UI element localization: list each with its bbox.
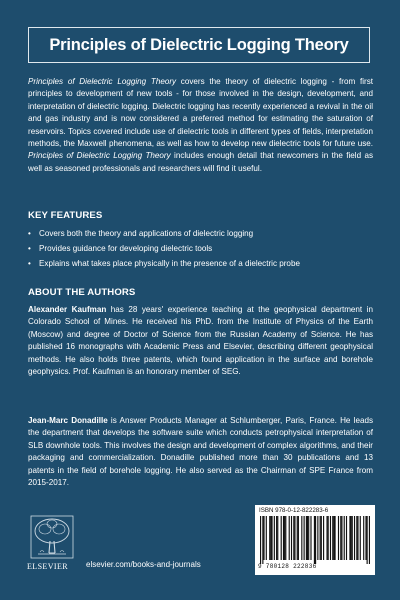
key-features-list: [28, 228, 373, 274]
barcode-bar: [369, 516, 370, 564]
barcode-bar: [315, 516, 316, 564]
barcode-bar: [326, 516, 327, 560]
barcode-bar: [260, 516, 261, 564]
author-1-bio: Alexander Kaufman has 28 years' experience teaching at the geophysical department in Colorado School of Mines. He received his PhD. from the Institute of Physics of the Earth (Moscow) and degree of Doctor of Science from the Russian Academy of Science. He has published 16 monographs with Academic Press and Elsevier, describing different geophysical methods. He also holds three patents, which found application in the surface and borehole geophysics. Prof. Kaufman is an honorary member of SEG.: [28, 305, 373, 377]
barcode-bar: [277, 516, 278, 560]
elsevier-tree-logo-icon: [30, 515, 74, 559]
barcode-bar: [352, 516, 353, 560]
barcode-bar: [301, 516, 302, 560]
key-feature-item: • Explains what takes place physically in the presence of a dielectric probe: [28, 259, 300, 269]
barcode-bar: [314, 516, 315, 564]
intro-description: [28, 76, 373, 175]
barcode-bar: [291, 516, 292, 560]
barcode-bar: [281, 516, 282, 560]
author-1-name: Alexander Kaufman: [28, 305, 107, 314]
publisher-url[interactable]: elsevier.com/books-and-journals: [86, 560, 201, 569]
barcode-bar: [351, 516, 352, 560]
barcode-digits: 9 780128 222836: [258, 563, 317, 570]
bullet-icon: •: [28, 229, 31, 238]
bullet-icon: •: [28, 259, 31, 269]
key-feature-item: • Provides guidance for developing dielectric tools: [28, 244, 213, 254]
bullet-icon: •: [28, 244, 31, 254]
book-title: Principles of Dielectric Logging Theory: [49, 35, 349, 54]
barcode-bar: [340, 516, 341, 560]
barcode-bar: [285, 516, 286, 560]
barcode-bar: [283, 516, 284, 560]
barcode-bar: [262, 516, 263, 564]
key-feature-item: • Covers both the theory and applications of dielectric logging: [28, 229, 254, 238]
barcode-bar: [338, 516, 339, 560]
barcode-bar: [310, 516, 311, 560]
barcode-bar: [289, 516, 290, 560]
barcode-bar: [357, 516, 358, 560]
intro-text-2: includes enough detail that newcomers in the field as well as seasoned professionals and researchers will find it useful.: [28, 151, 373, 173]
barcode-bar: [266, 516, 267, 560]
isbn-barcode-panel: [255, 505, 375, 575]
title-box: [28, 27, 370, 63]
barcode-bar: [276, 516, 277, 560]
barcode-bar: [346, 516, 347, 560]
barcode-icon: [260, 516, 370, 564]
barcode-bar: [317, 516, 318, 560]
barcode-bar: [270, 516, 271, 560]
intro-text-1: covers the theory of dielectric logging - from first principles to development of new tools - for those involved in the design, development, and interpretation of dielectric logging. Dielectric logging has recently experienced a revival in the oil and gas industry and is now considered a preferred method for estimating the saturation of reservoirs. Topics covered include use of dielectric tools in different types of fields, interpretation methods, the Maxwell phenomena, as well as how to develop new dielectric tools for future use.: [28, 77, 373, 149]
barcode-bar: [341, 516, 342, 560]
barcode-bar: [293, 516, 294, 560]
barcode-bar: [306, 516, 307, 560]
publisher-name: ELSEVIER: [27, 562, 68, 571]
barcode-bar: [367, 516, 368, 564]
barcode-bar: [333, 516, 334, 560]
about-authors-heading: ABOUT THE AUTHORS: [28, 287, 136, 298]
barcode-bar: [269, 516, 270, 560]
barcode-bar: [349, 516, 350, 560]
intro-book-title-2: Principles of Dielectric Logging Theory: [28, 151, 171, 161]
barcode-bar: [297, 516, 298, 560]
barcode-bar: [356, 516, 357, 560]
key-features-heading: KEY FEATURES: [28, 210, 103, 221]
barcode-bar: [332, 516, 333, 560]
intro-book-title: Principles of Dielectric Logging Theory: [28, 77, 177, 86]
barcode-bar: [271, 516, 272, 560]
barcode-bar: [354, 516, 355, 560]
barcode-bar: [328, 516, 329, 560]
author-2-name: Jean-Marc Donadille: [28, 416, 108, 425]
barcode-bar: [363, 516, 364, 560]
barcode-bar: [284, 516, 285, 560]
barcode-bar: [294, 516, 295, 560]
barcode-bar: [323, 516, 324, 560]
barcode-bar: [308, 516, 309, 560]
barcode-bar: [365, 516, 366, 560]
barcode-bar: [344, 516, 345, 560]
barcode-bar: [360, 516, 361, 560]
barcode-bar: [274, 516, 275, 560]
barcode-bar: [334, 516, 335, 560]
barcode-bar: [304, 516, 305, 560]
barcode-bar: [320, 516, 321, 560]
author-2-bio: Jean-Marc Donadille is Answer Products Manager at Schlumberger, Paris, France. He leads the department that develops the software suite which conducts petrophysical interpretation of SLB downhole tools. This involves the design and development of complex algorithms, and their packaging and commercialization. Donadille published more than 30 publications and 13 patents in the field of borehole logging. He also served as the Chairman of SPE France from 2015-2017.: [28, 416, 373, 488]
barcode-bar: [321, 516, 322, 560]
barcode-bar: [330, 516, 331, 560]
barcode-bar: [298, 516, 299, 560]
isbn-label: ISBN 978-0-12-822283-6: [259, 507, 329, 514]
barcode-bar: [307, 516, 308, 560]
barcode-bar: [263, 516, 264, 560]
